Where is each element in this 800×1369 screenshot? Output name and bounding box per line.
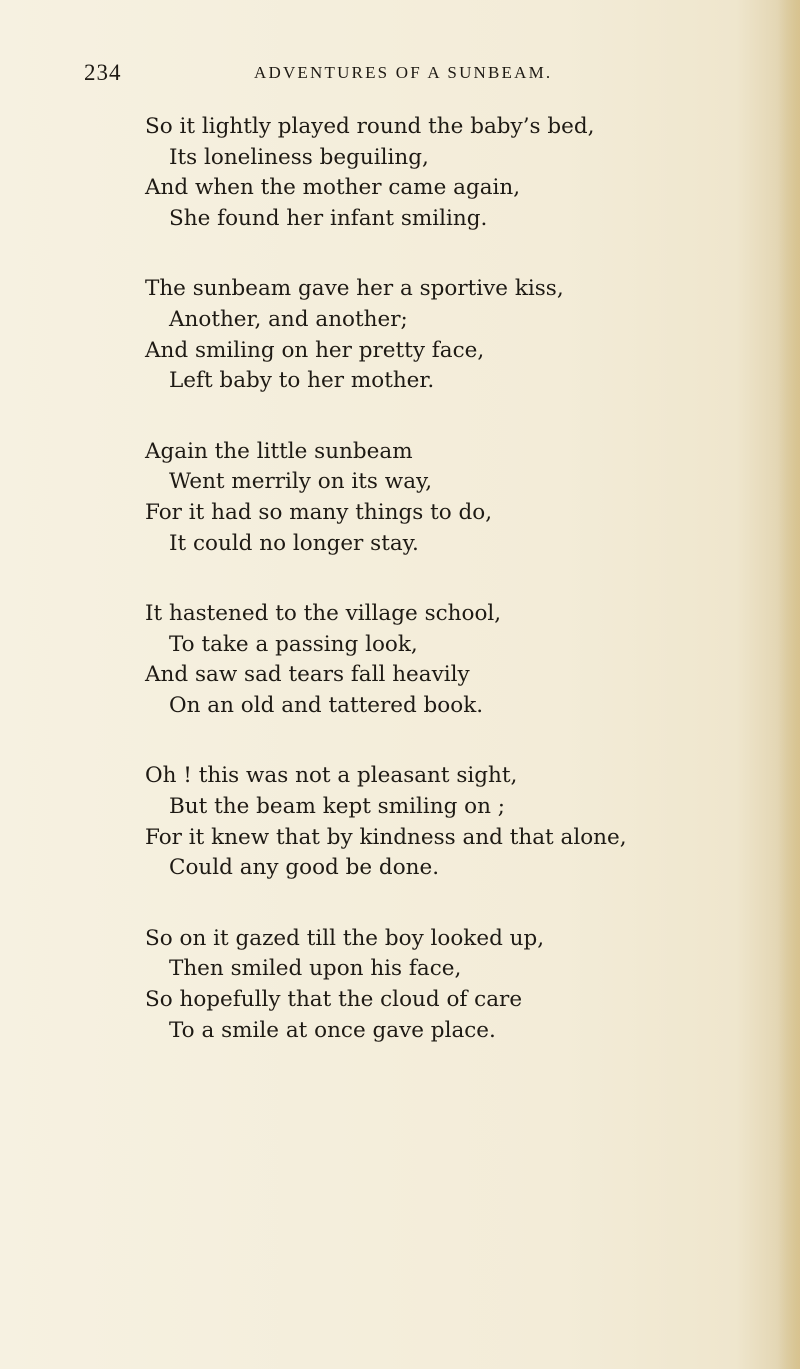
page-header (84, 60, 764, 90)
poem-line: It could no longer stay. (169, 530, 419, 556)
poem-line: So it lightly played round the baby’s bed, (145, 114, 595, 139)
poem-line: Then smiled upon his face, (169, 956, 462, 982)
poem-line: And saw sad tears fall heavily (145, 662, 470, 688)
poem-line: So hopefully that the cloud of care (145, 986, 523, 1012)
poem-line: Could any good be done. (169, 855, 440, 881)
stanza-6 (145, 924, 785, 1047)
poem-line: She found her infant smiling. (169, 206, 488, 232)
poem-line: Again the little sunbeam (145, 438, 413, 464)
stanza-4 (145, 599, 785, 722)
poem-line: To take a passing look, (169, 631, 418, 657)
poem-line: So on it gazed till the boy looked up, (145, 925, 545, 951)
poem-line: Another, and another; (169, 307, 408, 333)
poem-line: And when the mother came again, (145, 175, 521, 201)
poem-line: Went merrily on its way, (169, 469, 433, 495)
poem-line: And smiling on her pretty face, (145, 337, 485, 363)
stanza-3 (145, 437, 785, 560)
poem-line: It hastened to the village school, (145, 600, 502, 626)
poem-line: Its loneliness beguiling, (169, 144, 429, 170)
poem-line: Oh ! this was not a pleasant sight, (145, 763, 518, 789)
poem-line: For it had so many things to do, (145, 500, 493, 526)
stanza-2 (145, 274, 785, 397)
poem-line: The sunbeam gave her a sportive kiss, (145, 276, 564, 302)
poem-line: On an old and tattered book. (169, 693, 484, 719)
stanza-1 (145, 112, 785, 235)
poem-line: For it knew that by kindness and that alone, (145, 824, 627, 850)
page-number: 234 (84, 60, 122, 85)
stanza-5 (145, 761, 785, 884)
poem-line: To a smile at once gave place. (169, 1017, 496, 1043)
poem (145, 112, 785, 1086)
poem-line: But the beam kept smiling on ; (169, 793, 506, 819)
running-head: ADVENTURES OF A SUNBEAM. (254, 63, 553, 82)
poem-line: Left baby to her mother. (169, 368, 435, 394)
